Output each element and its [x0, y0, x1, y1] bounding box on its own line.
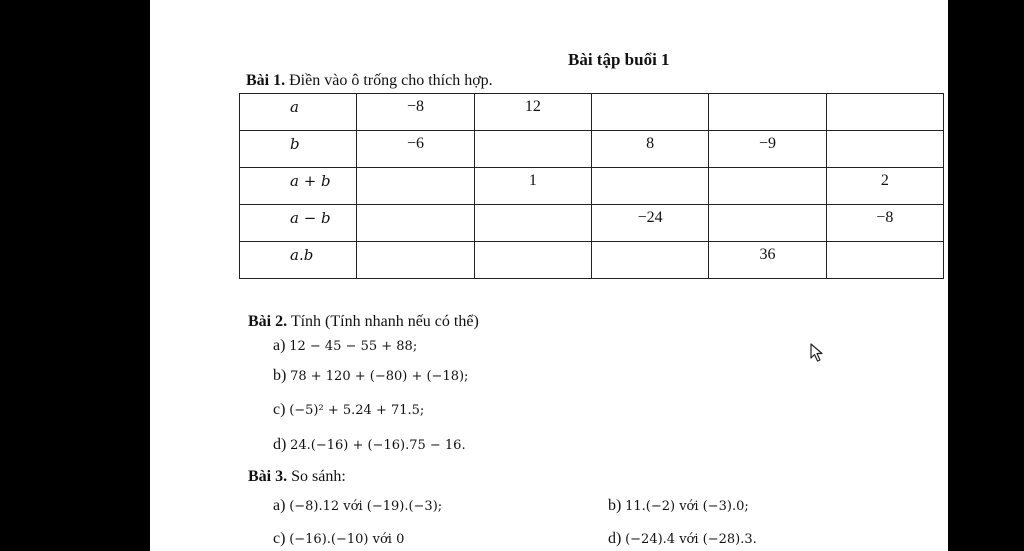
mouse-pointer-icon	[810, 343, 824, 363]
exercise-3-label: Bài 3.	[248, 468, 288, 485]
table-cell	[826, 94, 943, 131]
table-cell	[357, 242, 474, 279]
exercise-2-item-d: d) 24.(−16) + (−16).75 − 16.	[273, 436, 466, 453]
table-cell: 2	[826, 168, 943, 205]
table-cell	[826, 131, 943, 168]
exercise-2-item-b: b) 78 + 120 + (−80) + (−18);	[273, 367, 469, 384]
exercise-3-item-a: a) (−8).12 với (−19).(−3);	[273, 497, 443, 514]
table-cell: 8	[591, 131, 708, 168]
table-row	[240, 94, 944, 131]
table-cell	[826, 242, 943, 279]
table-row	[240, 168, 944, 205]
exercise-2-item-c: c) (−5)² + 5.24 + 71.5;	[273, 401, 425, 418]
table-cell	[591, 168, 708, 205]
table-row-header-cell: b	[240, 131, 357, 168]
exercise-1-heading	[246, 72, 493, 90]
table-cell	[709, 94, 826, 131]
document-page	[150, 0, 948, 551]
exercise-2-label: Bài 2.	[248, 313, 288, 330]
table-cell	[709, 205, 826, 242]
table-cell: 36	[709, 242, 826, 279]
table-row-header-cell: a + b	[240, 168, 357, 205]
page-title: Bài tập buổi 1	[568, 50, 670, 69]
exercise-1-text: Điền vào ô trống cho thích hợp.	[285, 72, 493, 89]
exercise-3-text: So sánh:	[287, 468, 346, 485]
table-cell	[591, 94, 708, 131]
table-cell: −24	[591, 205, 708, 242]
table-cell	[474, 205, 591, 242]
exercise-1-label: Bài 1.	[246, 72, 286, 89]
table-row-header-cell: a	[240, 94, 357, 131]
table-cell	[709, 168, 826, 205]
exercise-2-item-a: a) 12 − 45 − 55 + 88;	[273, 337, 418, 354]
table-cell	[357, 205, 474, 242]
exercise-2-text: Tính (Tính nhanh nếu có thể)	[287, 313, 479, 330]
table-cell	[474, 242, 591, 279]
table-row	[240, 131, 944, 168]
table-row-header-cell: a − b	[240, 205, 357, 242]
table-cell: −6	[357, 131, 474, 168]
table-row	[240, 242, 944, 279]
table-cell	[474, 131, 591, 168]
table-row	[240, 205, 944, 242]
exercise-3-item-c: c) (−16).(−10) với 0	[273, 530, 405, 547]
exercise-1-table	[239, 93, 944, 279]
table-cell: 12	[474, 94, 591, 131]
table-cell: 1	[474, 168, 591, 205]
table-cell: −8	[357, 94, 474, 131]
exercise-3-item-d: d) (−24).4 với (−28).3.	[608, 530, 757, 547]
table-cell	[591, 242, 708, 279]
exercise-3-item-b: b) 11.(−2) với (−3).0;	[608, 497, 749, 514]
exercise-3-heading	[248, 468, 346, 486]
table-cell	[357, 168, 474, 205]
table-row-header-cell: a.b	[240, 242, 357, 279]
table-cell: −9	[709, 131, 826, 168]
table-cell: −8	[826, 205, 943, 242]
exercise-2-heading	[248, 313, 479, 331]
